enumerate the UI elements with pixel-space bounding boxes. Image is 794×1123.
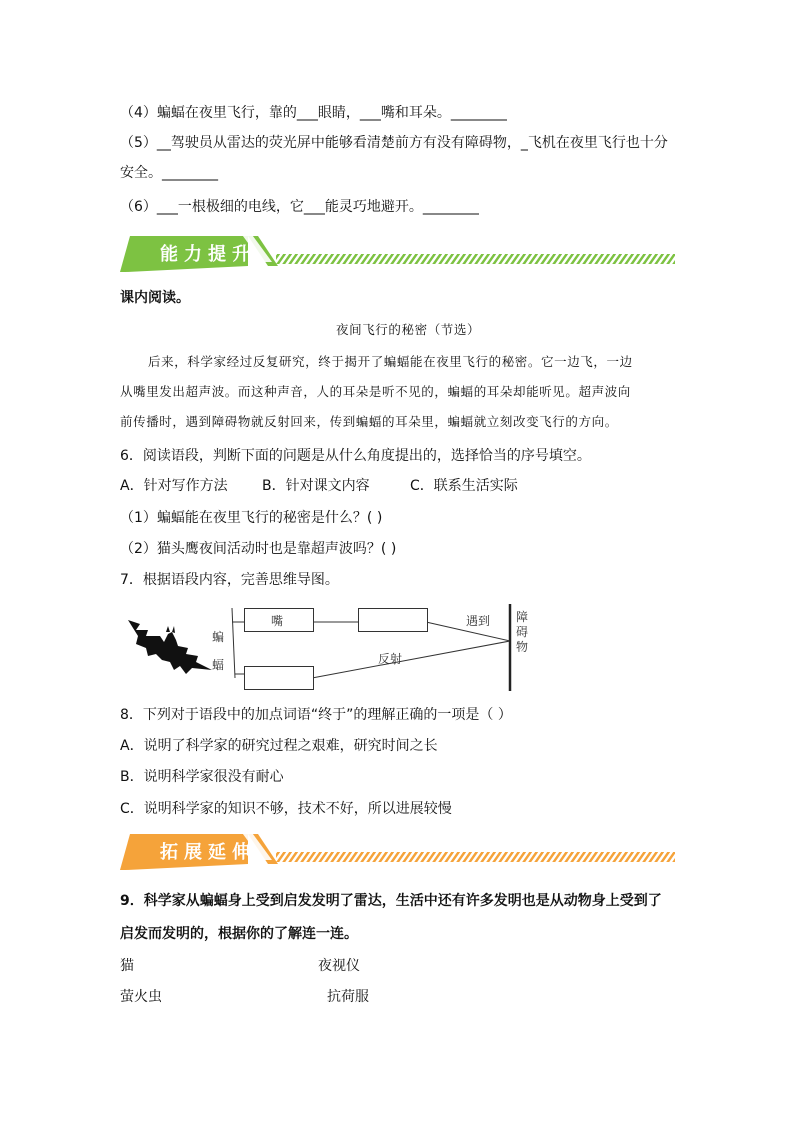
obstacle-label [516,610,528,655]
q9-right-2[interactable]: 抗荷服 [327,989,369,1005]
q6-option-b: B．针对课文内容 [262,478,370,494]
section-banner-ability [120,230,675,274]
q8-option-b: B．说明科学家很没有耐心 [120,769,284,785]
reading-label: 课内阅读。 [120,290,190,306]
q8-option-c: C．说明科学家的知识不够，技术不好，所以进展较慢 [120,801,452,817]
passage-title: 夜间飞行的秘密（节选） [336,322,481,337]
blank-box-1[interactable] [358,608,428,632]
q9-left-2[interactable]: 萤火虫 [120,989,162,1005]
q8-stem: 8．下列对于语段中的加点词语“终于”的理解正确的一项是（ ） [120,707,512,723]
q9-line-1: 9．科学家从蝙蝠身上受到启发发明了雷达，生活中还有许多发明也是从动物身上受到了 [120,893,662,909]
question-6-fill: （6）___一根极细的电线，它___能灵巧地避开。________ [120,199,479,215]
q6-option-c: C．联系生活实际 [410,478,518,494]
section-title-extension: 拓展延伸 [160,842,256,863]
section-title-ability: 能力提升 [160,244,256,265]
meet-label: 遇到 [466,614,491,628]
q9-line-2: 启发而发明的，根据你的了解连一连。 [120,926,358,942]
q8-option-a: A．说明了科学家的研究过程之艰难，研究时间之长 [120,738,438,754]
question-5-line1: （5）__驾驶员从雷达的荧光屏中能够看清楚前方有没有障碍物，_飞机在夜里飞行也十分 [120,135,668,151]
obstacle-char-3: 物 [516,640,529,654]
blank-box-2[interactable] [244,666,314,690]
passage-line-3: 前传播时，遇到障碍物就反射回来，传到蝙蝠的耳朵里，蝙蝠就立刻改变飞行的方向。 [120,414,618,429]
mouth-box [244,608,314,632]
passage-line-2: 从嘴里发出超声波。而这种声音，人的耳朵是听不见的，蝙蝠的耳朵却能听见。超声波向 [120,384,631,399]
q6-item-2: （2）猫头鹰夜间活动时也是靠超声波吗？( ) [120,541,397,557]
q7-stem: 7．根据语段内容，完善思维导图。 [120,572,339,588]
section-banner-extension [120,828,675,872]
mouth-label: 嘴 [271,614,284,628]
mind-map [120,596,540,696]
reflect-label: 反射 [378,652,403,666]
q6-item-1: （1）蝙蝠能在夜里飞行的秘密是什么？( ) [120,510,383,526]
q9-right-1[interactable]: 夜视仪 [318,958,360,974]
obstacle-char-1: 障 [516,610,529,624]
bat-icon [126,610,216,680]
bat-char-2: 蝠 [212,658,225,672]
bat-char-1: 蝙 [212,630,225,644]
question-4: （4）蝙蝠在夜里飞行，靠的___眼睛，___嘴和耳朵。________ [120,105,507,121]
passage-line-1: 后来，科学家经过反复研究，终于揭开了蝙蝠能在夜里飞行的秘密。它一边飞，一边 [148,354,633,369]
q6-stem: 6．阅读语段，判断下面的问题是从什么角度提出的，选择恰当的序号填空。 [120,448,591,464]
obstacle-char-2: 碍 [516,625,529,639]
question-5-line2: 安全。________ [120,165,218,181]
q6-option-a: A．针对写作方法 [120,478,228,494]
q9-left-1[interactable]: 猫 [120,958,134,974]
